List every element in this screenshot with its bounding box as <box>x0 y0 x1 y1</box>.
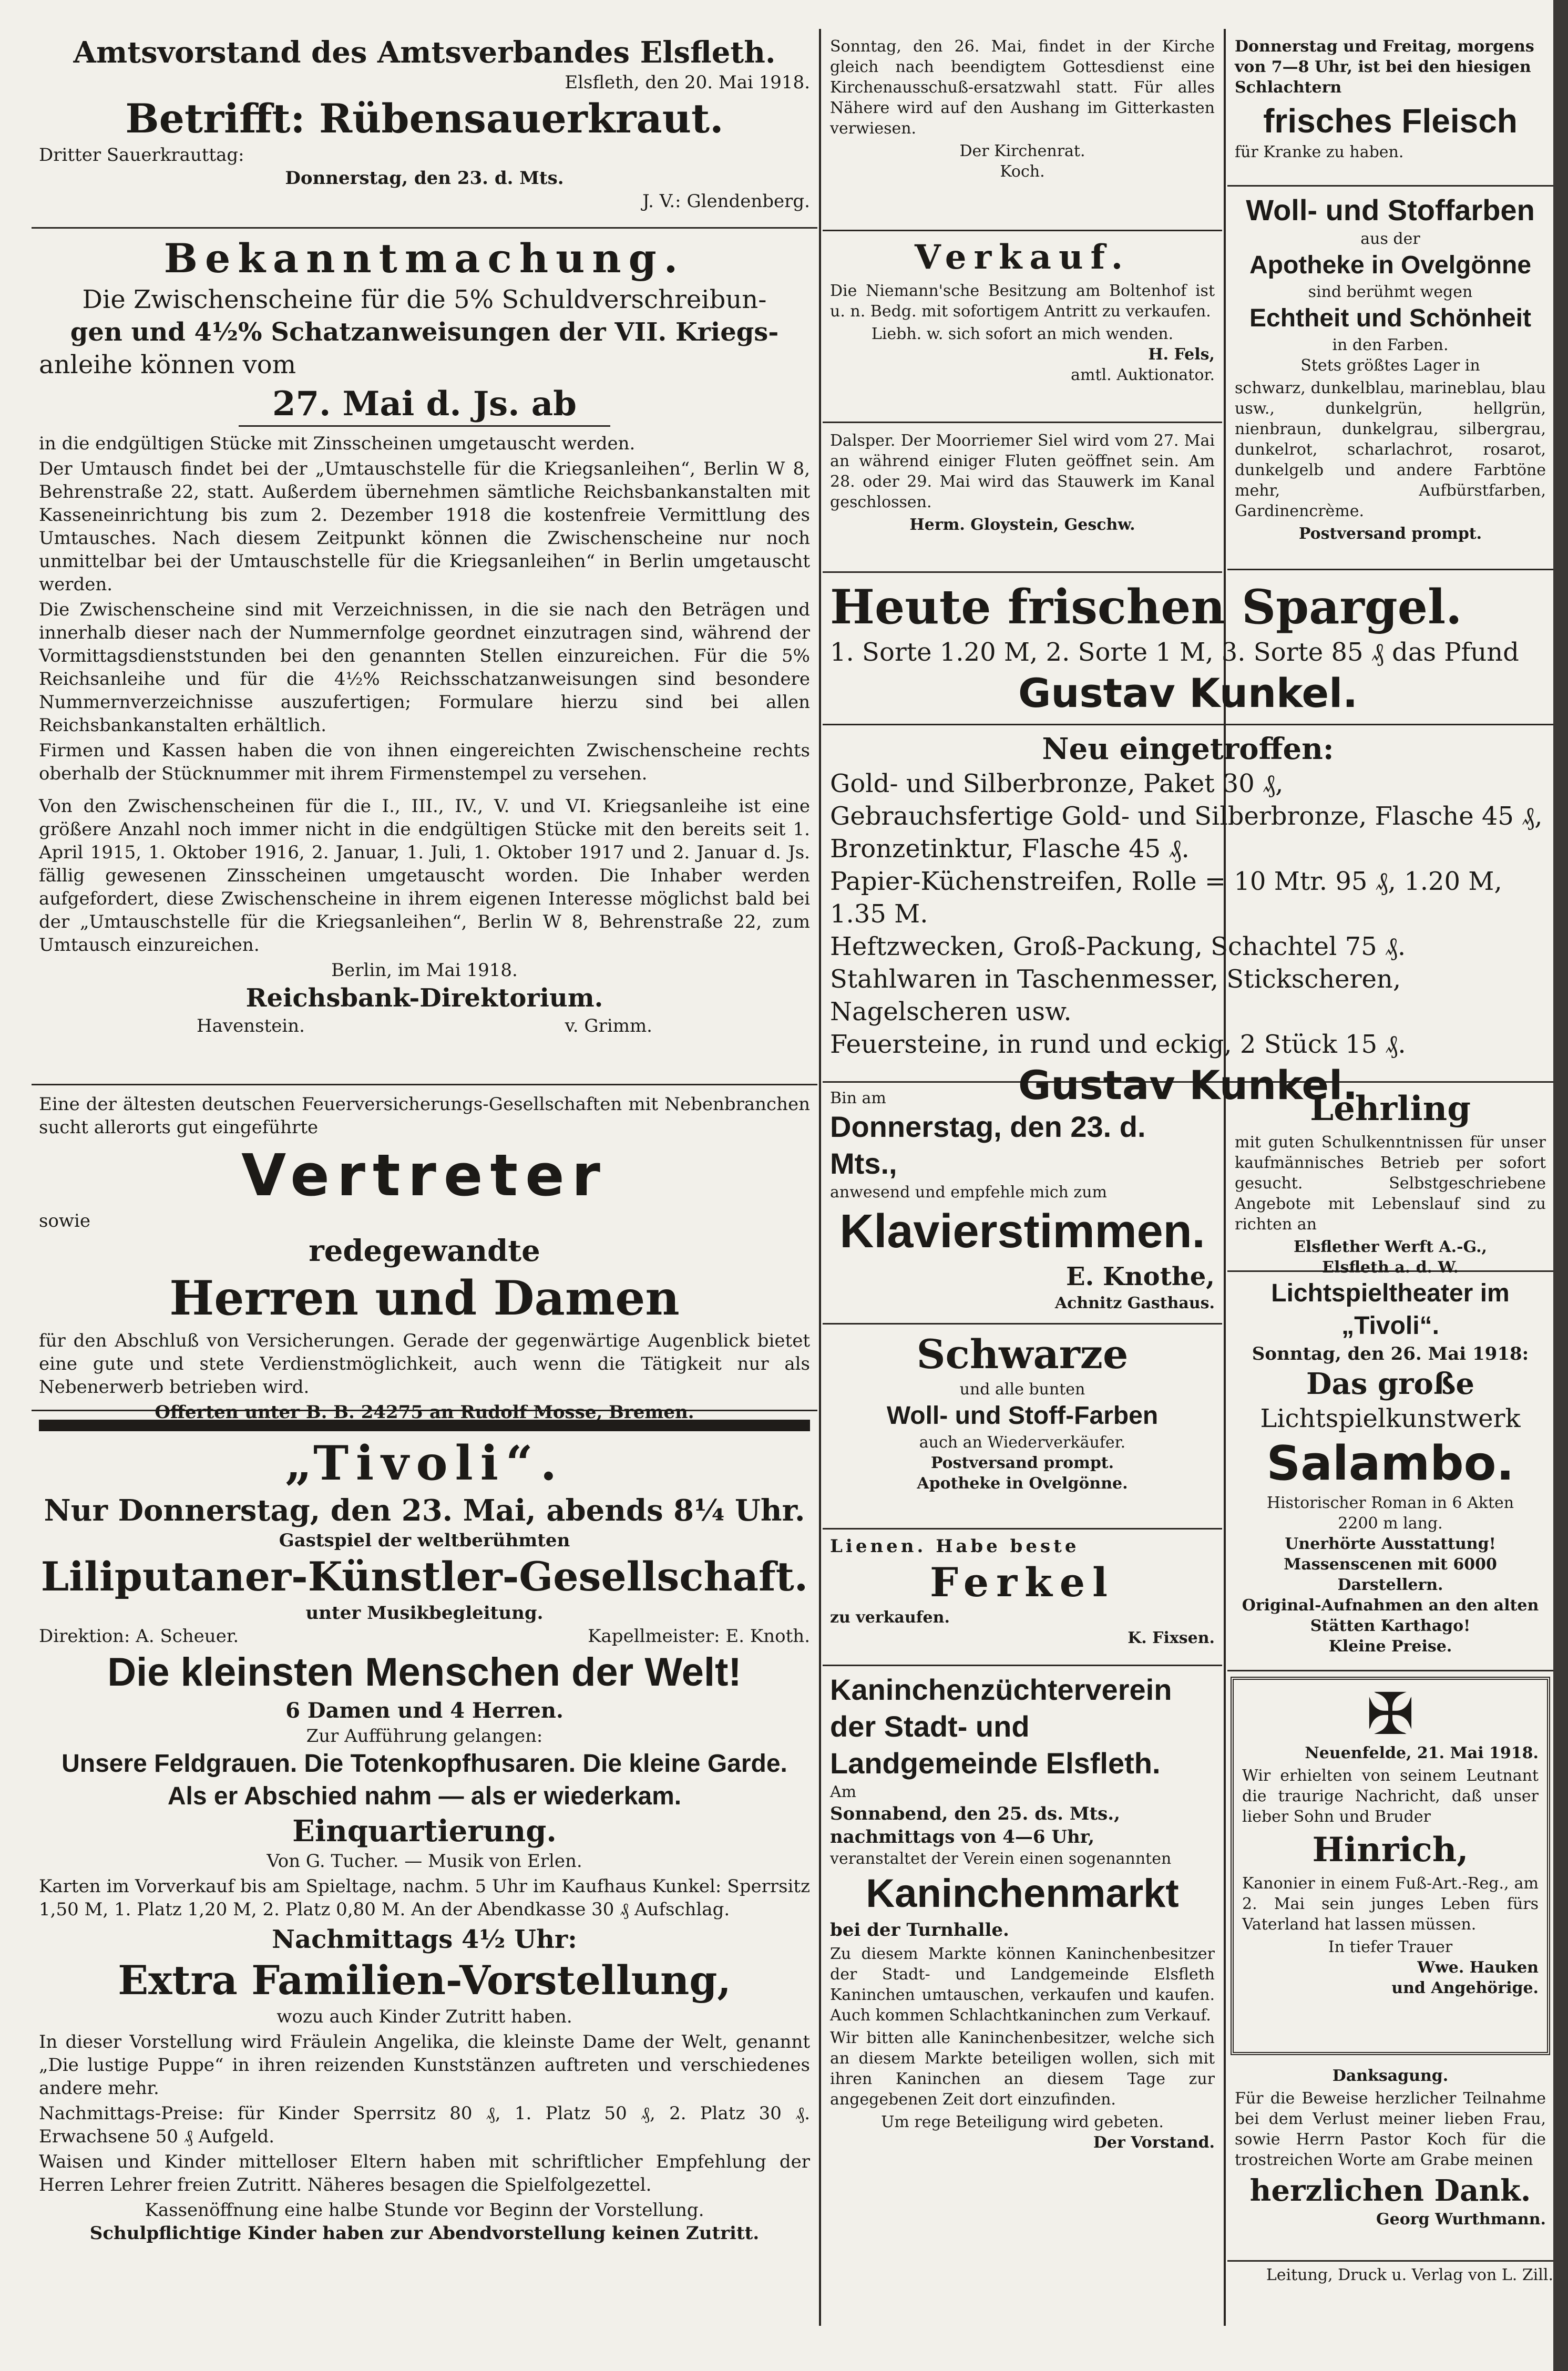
tivoli-school: Schulpflichtige Kinder haben zur Abendvorstellung keinen Zutritt. <box>89 2223 760 2244</box>
schwarze-title2: Woll- und Stoff-Farben <box>886 1402 1159 1430</box>
tivoli-perf2: Als er Abschied nahm — als er wiederkam. <box>167 1782 682 1810</box>
ad-tivoli <box>32 1411 817 2315</box>
tivoli-piece: Einquartierung. <box>292 1814 557 1849</box>
ad-kino <box>1227 1272 1553 1671</box>
apotheke-stock: Stets größtes Lager in <box>1300 356 1480 375</box>
tivoli-family: Extra Familien-Vorstellung, <box>118 1957 731 2004</box>
knothe-title: Klavierstimmen. <box>839 1205 1205 1258</box>
fleisch-line1: Donnerstag und Freitag, morgens von 7—8 Uhr, ist bei den hiesigen Schlachtern <box>1235 37 1534 97</box>
spargel-name: Gustav Kunkel. <box>1018 670 1358 716</box>
vertreter-title: Vertreter <box>241 1142 608 1209</box>
ad-kaninchen <box>823 1666 1222 2315</box>
ad-spargel <box>823 573 1553 725</box>
spargel-prices: 1. Sorte 1.20 M, 2. Sorte 1 M, 3. Sorte 85 ₰ das Pfund <box>830 638 1519 667</box>
apotheke-quality: Echtheit und Schönheit <box>1249 304 1531 332</box>
tivoli-family-body: In dieser Vorstellung wird Fräulein Angelika, die kleinste Dame der Welt, genannt „Die lustige Puppe“ in ihren reizenden Kunststänzen auftreten und verschiedenes andere mehr. <box>39 2031 810 2099</box>
tivoli-cast: 6 Damen und 4 Herren. <box>285 1698 563 1723</box>
bekannt-lead2: gen und 4½% Schatzanweisungen der VII. Kriegs- <box>70 317 779 347</box>
ad-siel <box>823 423 1222 573</box>
dank-sign: Georg Wurthmann. <box>1376 2210 1546 2229</box>
lehrling-place: Elsfleth a. d. W. <box>1322 1258 1459 1277</box>
trauer-text: Wir erhielten von seinem Leutnant die traurige Nachricht, daß unser lieber Sohn und Bruder <box>1242 1767 1539 1826</box>
apotheke-title: Woll- und Stoffarben <box>1246 193 1535 227</box>
tivoli-afternoon: Nachmittags 4½ Uhr: <box>272 1925 577 1954</box>
amts-heading: Amtsvorstand des Amtsverbandes Elsfleth. <box>73 35 776 70</box>
page-edge <box>1553 0 1568 2371</box>
apotheke-colors: in den Farben. <box>1332 336 1449 354</box>
schwarze-post: Postversand prompt. <box>930 1454 1114 1472</box>
amts-title: Betrifft: Rübensauerkraut. <box>125 95 724 142</box>
tivoli-tickets: Karten im Vorverkauf bis am Spieltage, nachm. 5 Uhr im Kaufhaus Kunkel: Sperrsitz 1,50 M, 1. Platz 1,20 M, 2. Platz 0,80 M. An der Abendkasse 30 ₰ Aufschlag. <box>39 1876 810 1920</box>
ad-dank <box>1227 2060 1553 2260</box>
neu-line1: Gold- und Silberbronze, Paket 30 ₰, <box>830 769 1284 798</box>
kino-line4: Kleine Preise. <box>1328 1637 1452 1656</box>
knothe-place: Achnitz Gasthaus. <box>1054 1294 1215 1312</box>
schwarze-sub: und alle bunten <box>959 1380 1085 1399</box>
verkauf-title: Verkauf. <box>914 238 1131 277</box>
lehrling-text: mit guten Schulkenntnissen für unser kaufmännisches Betrieb per sofort gesucht. Selbstgeschriebene Angebote mit Lebenslauf sind zu richten an <box>1235 1133 1546 1234</box>
vertreter-body: für den Abschluß von Versicherungen. Gerade der gegenwärtige Augenblick bietet eine gute und stete Verdienstmöglichkeit, auch wenn die Tätigkeit nur als Nebenerwerb betrieben wird. <box>39 1330 810 1398</box>
dank-big: herzlichen Dank. <box>1249 2173 1531 2208</box>
kino-sub: Lichtspielkunstwerk <box>1260 1404 1521 1433</box>
signer-right: v. Grimm. <box>565 1015 652 1036</box>
siel-text: Dalsper. Der Moorriemer Siel wird vom 27. Mai an während einiger Fluten geöffnet sein. Am 28. oder 29. Mai wird das Stauwerk im Kanal geschlossen. <box>830 432 1215 511</box>
fleisch-line2: für Kranke zu haben. <box>1235 143 1404 161</box>
tivoli-prices: Nachmittags-Preise: für Kinder Sperrsitz 80 ₰, 1. Platz 50 ₰, 2. Platz 30 ₰. Erwachsene 50 ₰ Aufgeld. <box>39 2103 810 2147</box>
kino-title: Lichtspieltheater im „Tivoli“. <box>1271 1279 1510 1340</box>
kino-line1: Unerhörte Ausstattung! <box>1285 1535 1496 1553</box>
imprint: Leitung, Druck u. Verlag von L. Zill. <box>1227 2260 1553 2285</box>
tivoli-title: „Tivoli“. <box>284 1435 565 1491</box>
tivoli-headline: Die kleinsten Menschen der Welt! <box>107 1650 742 1695</box>
kirche-text: Sonntag, den 26. Mai, findet in der Kirche gleich nach beendigtem Gottesdienst eine Kirchenausschuß-ersatzwahl statt. Für alles Nähere wird auf den Aushang im Gitterkasten verwiesen. <box>830 37 1215 138</box>
ad-ferkel <box>823 1530 1222 1666</box>
lehrling-title: Lehrling <box>1310 1089 1471 1128</box>
trauer-place: Neuenfelde, 21. Mai 1918. <box>1305 1744 1539 1762</box>
amts-line1: Dritter Sauerkrauttag: <box>39 145 244 166</box>
column-right-lower <box>1227 1083 1553 2285</box>
knothe-sub: anwesend und empfehle mich zum <box>830 1183 1107 1202</box>
ferkel-intro: Lienen. Habe beste <box>830 1536 1080 1557</box>
vertreter-intro: Eine der ältesten deutschen Feuerversicherungs-Gesellschaften mit Nebenbranchen sucht allerorts gut eingeführte <box>39 1094 810 1138</box>
tivoli-conductor: Kapellmeister: E. Knoth. <box>588 1626 810 1647</box>
kino-desc: Historischer Roman in 6 Akten <box>1266 1494 1514 1512</box>
vertreter-offer: Offerten unter B. B. 24275 an Rudolf Mosse, Bremen. <box>155 1402 694 1423</box>
tivoli-piece-by: Von G. Tucher. — Musik von Erlen. <box>267 1851 582 1872</box>
ad-bekanntmachung <box>32 229 817 1085</box>
schwarze-shop: Apotheke in Ovelgönne. <box>917 1474 1128 1493</box>
kino-head: Das große <box>1306 1367 1475 1401</box>
kaninchen-am: Am <box>830 1783 857 1801</box>
bekannt-lead3: anleihe können vom <box>39 350 296 379</box>
tivoli-perf-intro: Zur Aufführung gelangen: <box>306 1726 543 1747</box>
ferkel-title: Ferkel <box>929 1559 1115 1606</box>
bekannt-place: Berlin, im Mai 1918. <box>331 960 518 981</box>
dank-title: Danksagung. <box>1332 2067 1449 2085</box>
kino-film: Salambo. <box>1266 1436 1514 1491</box>
bekannt-p3: Die Zwischenscheine sind mit Verzeichnissen, in die sie nach den Beträgen und innerhalb dieser nach der Nummernfolge geordnet einzutragen sind, während der Vormittagsdienststunden bei den genannten Stellen einzureichen. Für die 5% Reichsanleihe und für die 4½% Reichsschatzanweisungen sind besondere Nummernverzeichnisse auszufertigen; Formulare hierzu sind bei allen Reichsbankanstalten erhältlich. <box>39 599 810 736</box>
trauer-name: Hinrich, <box>1312 1830 1469 1870</box>
bekannt-p5: Von den Zwischenscheinen für die I., III., IV., V. und VI. Kriegsanleihe ist eine größere Anzahl noch immer nicht in die endgültigen Stücke mit den bereits seit 1. April 1915, 1. Oktober 1916, 2. Januar, 1. Juli, 1. Oktober 1917 und 2. Januar d. Js. fällig gewesenen Zinsscheinen umgetauscht worden. Die Inhaber werden aufgefordert, diese Zwischenscheine in ihrem eigenen Interesse möglichst bald bei der „Umtauschstelle für die Kriegsanleihen“, Berlin W 8, Behrenstraße 22, zum Umtausch einzureichen. <box>39 796 810 956</box>
neu-line5: Heftzwecken, Groß-Packung, Schachtel 75 ₰. <box>830 932 1406 961</box>
tivoli-date: Nur Donnerstag, den 23. Mai, abends 8¼ Uhr. <box>44 1493 805 1528</box>
verkauf-name: H. Fels, <box>1148 345 1215 364</box>
fleisch-title: frisches Fleisch <box>1263 102 1518 140</box>
kaninchen-date: Sonnabend, den 25. ds. Mts., nachmittags von 4—6 Uhr, <box>830 1803 1120 1847</box>
ad-schwarze <box>823 1325 1222 1530</box>
trauer-sign1: Wwe. Hauken <box>1417 1958 1539 1977</box>
ad-knothe <box>823 1083 1222 1325</box>
tivoli-direction <box>39 1625 810 1648</box>
ferkel-sell: zu verkaufen. <box>830 1608 950 1627</box>
tivoli-company: Liliputaner-Künstler-Gesellschaft. <box>40 1553 808 1600</box>
amts-sign: J. V.: Glendenberg. <box>642 191 810 212</box>
kaninchen-title: Kaninchenzüchterverein der Stadt- und Landgemeinde Elsfleth. <box>830 1673 1172 1780</box>
kirche-sign: Der Kirchenrat. <box>959 142 1085 160</box>
amts-dateline: Elsfleth, den 20. Mai 1918. <box>565 72 810 93</box>
bekannt-lead1: Die Zwischenscheine für die 5% Schuldverschreibun- <box>82 285 767 314</box>
amts-line2: Donnerstag, den 23. d. Mts. <box>285 168 564 189</box>
bekannt-p2: Der Umtausch findet bei der „Umtauschstelle für die Kriegsanleihen“, Berlin W 8, Behrenstraße 22, statt. Außerdem übernehmen sämtliche Reichsbankanstalten mit Kasseneinrichtung bis zum 2. Dezember 1918 die kostenfreie Vermittlung des Umtausches. Nach diesem Zeitpunkt können die Zwischenscheine nur noch unmittelbar bei der Umtauschstelle für die Kriegsanleihen“ in Berlin umgetauscht werden. <box>39 458 810 595</box>
ad-verkauf <box>823 231 1222 423</box>
apotheke-list: schwarz, dunkelblau, marineblau, blau usw., dunkelgrün, hellgrün, nienbraun, dunkelgrau, silbergrau, dunkelrot, scharlachrot, rosarot, dunkelgelb und andere Farbtöne mehr, Aufbürstfarben, Gardinencrème. <box>1235 379 1546 520</box>
knothe-intro: Bin am <box>830 1089 886 1107</box>
signer-left: Havenstein. <box>197 1015 305 1036</box>
neu-line6: Stahlwaren in Taschenmesser, Stickscheren, Nagelscheren usw. <box>830 964 1401 1027</box>
lehrling-firm: Elsflether Werft A.-G., <box>1293 1238 1487 1256</box>
tivoli-guest: Gastspiel der weltberühmten <box>279 1530 570 1551</box>
tivoli-director: Direktion: A. Scheuer. <box>39 1626 239 1647</box>
kaninchen-p3: Um rege Beteiligung wird gebeten. <box>881 2113 1164 2131</box>
bekannt-date: 27. Mai d. Js. ab <box>239 383 610 427</box>
trauer-sign2: und Angehörige. <box>1391 1979 1539 1997</box>
ad-apotheke <box>1227 187 1553 570</box>
vertreter-sowie: sowie <box>39 1210 91 1231</box>
spargel-title: Heute frischen Spargel. <box>830 579 1462 635</box>
bekannt-signers <box>39 1014 810 1038</box>
column-left <box>32 29 817 2315</box>
tivoli-perf1: Unsere Feldgrauen. Die Totenkopfhusaren. Die kleine Garde. <box>62 1750 787 1778</box>
vertreter-sub: redegewandte <box>309 1234 540 1268</box>
kino-line3: Original-Aufnahmen an den alten Stätten Karthago! <box>1242 1596 1539 1635</box>
kaninchen-p2: Wir bitten alle Kaninchenbesitzer, welche sich an diesem Markte beteiligen wollen, sich mit ihren Kaninchen an diesem Tage zur angegebenen Zeit dort einzufinden. <box>830 2029 1215 2109</box>
kaninchen-place: bei der Turnhalle. <box>830 1920 1009 1941</box>
neu-line4: Papier-Küchenstreifen, Rolle = 10 Mtr. 95 ₰, 1.20 M, 1.35 M. <box>830 867 1502 929</box>
tivoli-family-sub: wozu auch Kinder Zutritt haben. <box>276 2006 572 2027</box>
kaninchen-p1: Zu diesem Markte können Kaninchenbesitzer der Stadt- und Landgemeinde Elsfleth Kaninchen umtauschen, verkaufen und kaufen. Auch kommen Schlachtkaninchen zum Verkauf. <box>830 1945 1215 2025</box>
verkauf-role: amtl. Auktionator. <box>1071 366 1215 384</box>
apotheke-shop: Apotheke in Ovelgönne <box>1249 251 1532 279</box>
neu-line2: Gebrauchsfertige Gold- und Silberbronze, Flasche 45 ₰, <box>830 802 1543 831</box>
siel-sign: Herm. Gloystein, Geschw. <box>909 516 1135 534</box>
neu-title: Neu eingetroffen: <box>1042 732 1334 766</box>
ad-amtsvorstand <box>32 29 817 229</box>
apotheke-aus: aus der <box>1360 230 1420 248</box>
trauer-grief: In tiefer Trauer <box>1328 1938 1453 1956</box>
bekannt-title: Bekanntmachung. <box>163 235 685 282</box>
knothe-date: Donnerstag, den 23. d. Mts., <box>830 1110 1146 1180</box>
tivoli-orphans: Waisen und Kinder mittelloser Eltern haben mit schriftlicher Empfehlung der Herren Lehrer freien Zutritt. Näheres besagen die Spielfolgezettel. <box>39 2151 810 2195</box>
neu-name: Gustav Kunkel. <box>1018 1062 1358 1108</box>
tivoli-cash: Kassenöffnung eine halbe Stunde vor Beginn der Vorstellung. <box>145 2200 704 2221</box>
iron-cross-icon: ✠ <box>1366 1680 1415 1748</box>
column-middle <box>823 29 1222 573</box>
column-right <box>1227 29 1553 570</box>
tivoli-music: unter Musikbegleitung. <box>305 1603 544 1624</box>
ferkel-name: K. Fixsen. <box>1128 1629 1215 1647</box>
bekannt-p4: Firmen und Kassen haben die von ihnen eingereichten Zwischenscheine rechts oberhalb der Stücknummer mit ihrem Firmenstempel zu versehen. <box>39 740 810 784</box>
knothe-name: E. Knothe, <box>1066 1262 1215 1291</box>
column-rule <box>819 29 821 2326</box>
schwarze-resale: auch an Wiederverkäufer. <box>919 1433 1126 1452</box>
kaninchen-sub: veranstaltet der Verein einen sogenannten <box>830 1850 1172 1868</box>
kino-date: Sonntag, den 26. Mai 1918: <box>1252 1343 1529 1364</box>
kino-line2: Massenscenen mit 6000 Darstellern. <box>1284 1555 1497 1594</box>
kaninchen-sign: Der Vorstand. <box>1093 2133 1215 2152</box>
dank-text: Für die Beweise herzlicher Teilnahme bei dem Verlust meiner lieben Frau, sowie Herrn Pastor Koch für die trostreichen Worte am Grabe meinen <box>1235 2089 1546 2169</box>
bekannt-signature: Reichsbank-Direktorium. <box>245 983 603 1013</box>
kirche-name: Koch. <box>1000 162 1045 181</box>
vertreter-title2: Herren und Damen <box>169 1270 680 1326</box>
apotheke-famous: sind berühmt wegen <box>1308 283 1473 301</box>
verkauf-contact: Liebh. w. sich sofort an mich wenden. <box>871 325 1174 343</box>
column-rule <box>1224 29 1226 2326</box>
ad-fleisch <box>1227 29 1553 187</box>
ad-vertreter <box>32 1085 817 1423</box>
ad-kirche <box>823 29 1222 231</box>
ad-lehrling <box>1227 1083 1553 1277</box>
neu-line7: Feuersteine, in rund und eckig, 2 Stück 15 ₰. <box>830 1030 1406 1059</box>
kaninchen-market: Kaninchenmarkt <box>866 1871 1179 1916</box>
apotheke-post: Postversand prompt. <box>1298 525 1482 543</box>
kino-length: 2200 m lang. <box>1338 1514 1443 1533</box>
ad-trauer <box>1231 1677 1550 2055</box>
schwarze-title: Schwarze <box>916 1331 1129 1378</box>
trauer-text2: Kanonier in einem Fuß-Art.-Reg., am 2. Mai sein junges Leben fürs Vaterland hat lassen müssen. <box>1242 1874 1539 1934</box>
column-middle-lower <box>823 1083 1222 2315</box>
bekannt-p1: in die endgültigen Stücke mit Zinsscheinen umgetauscht werden. <box>39 433 636 454</box>
neu-line3: Bronzetinktur, Flasche 45 ₰. <box>830 834 1190 864</box>
verkauf-text: Die Niemann'sche Besitzung am Boltenhof ist u. n. Bedg. mit sofortigem Antritt zu verkaufen. <box>830 282 1215 321</box>
